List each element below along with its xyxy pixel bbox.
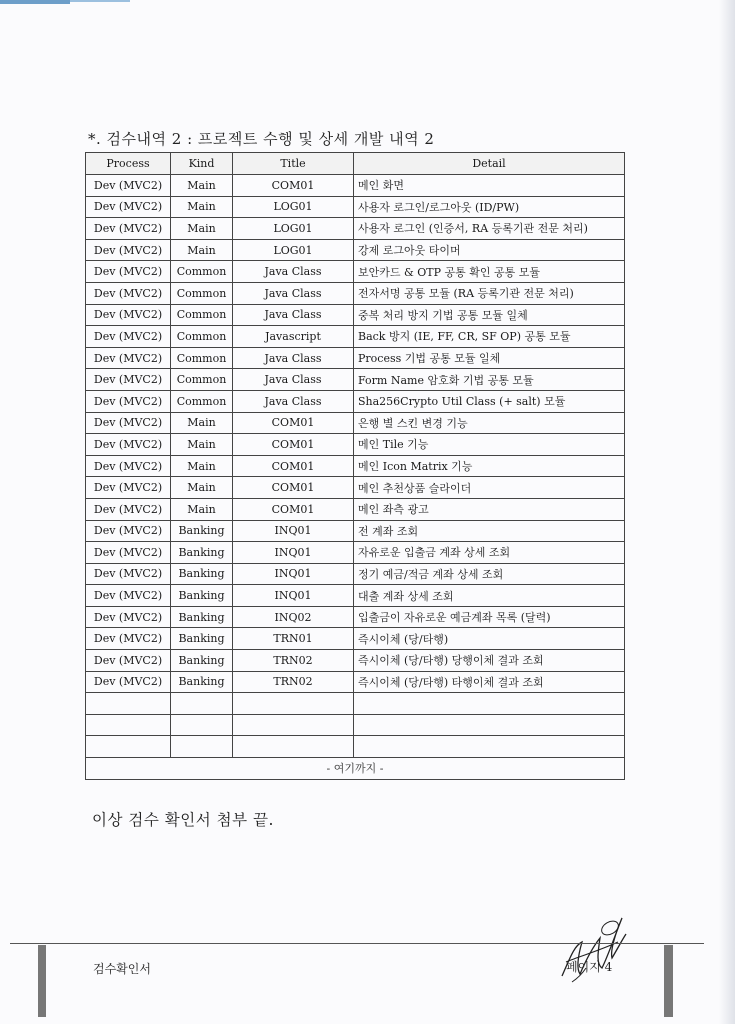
cell-detail: 메인 화면: [354, 175, 625, 197]
cell-process: Dev (MVC2): [86, 282, 171, 304]
cell-process: [86, 736, 171, 758]
cell-kind: Common: [171, 347, 233, 369]
cell-kind: Common: [171, 282, 233, 304]
cell-title: COM01: [233, 434, 354, 456]
cell-detail: 보안카드 & OTP 공통 확인 공통 모듈: [354, 261, 625, 283]
table-row: [86, 326, 625, 348]
page-edge-mark: [0, 0, 70, 4]
table-row: [86, 585, 625, 607]
cell-title: Java Class: [233, 390, 354, 412]
cell-title: Java Class: [233, 282, 354, 304]
footer-right-bar: [664, 945, 673, 1017]
cell-title: TRN01: [233, 628, 354, 650]
cell-title: INQ02: [233, 606, 354, 628]
table-row: [86, 671, 625, 693]
cell-title: COM01: [233, 175, 354, 197]
table-row: [86, 261, 625, 283]
cell-detail: 전자서명 공통 모듈 (RA 등록기관 전문 처리): [354, 282, 625, 304]
cell-process: Dev (MVC2): [86, 347, 171, 369]
cell-title: INQ01: [233, 520, 354, 542]
cell-process: Dev (MVC2): [86, 542, 171, 564]
cell-kind: Main: [171, 239, 233, 261]
cell-kind: Main: [171, 477, 233, 499]
cell-title: COM01: [233, 412, 354, 434]
table-end-marker: - 여기까지 -: [86, 758, 625, 780]
cell-detail: Process 기법 공통 모듈 일체: [354, 347, 625, 369]
table-row: [86, 693, 625, 715]
cell-detail: 입출금이 자유로운 예금계좌 목록 (달력): [354, 606, 625, 628]
cell-process: Dev (MVC2): [86, 606, 171, 628]
cell-kind: Common: [171, 304, 233, 326]
cell-detail: 즉시이체 (당/타행) 타행이체 결과 조회: [354, 671, 625, 693]
cell-title: INQ01: [233, 563, 354, 585]
table-row: [86, 628, 625, 650]
table-row: [86, 282, 625, 304]
cell-detail: Form Name 암호화 기법 공통 모듈: [354, 369, 625, 391]
table-row: [86, 304, 625, 326]
table-row: [86, 736, 625, 758]
cell-title: TRN02: [233, 650, 354, 672]
cell-kind: Common: [171, 369, 233, 391]
cell-title: COM01: [233, 498, 354, 520]
cell-detail: 메인 좌측 광고: [354, 498, 625, 520]
cell-kind: Banking: [171, 585, 233, 607]
footer-page-number: 페이지 4: [566, 960, 613, 974]
cell-title: LOG01: [233, 196, 354, 218]
cell-process: Dev (MVC2): [86, 585, 171, 607]
footer-document-name: 검수확인서: [93, 962, 151, 976]
cell-detail: 정기 예금/적금 계좌 상세 조회: [354, 563, 625, 585]
cell-process: Dev (MVC2): [86, 412, 171, 434]
cell-process: Dev (MVC2): [86, 520, 171, 542]
cell-process: Dev (MVC2): [86, 477, 171, 499]
table-row: [86, 347, 625, 369]
section-title: *. 검수내역 2 : 프로젝트 수행 및 상세 개발 내역 2: [88, 130, 435, 148]
cell-kind: Banking: [171, 520, 233, 542]
cell-title: [233, 693, 354, 715]
cell-kind: Main: [171, 175, 233, 197]
table-row: [86, 196, 625, 218]
table-row: [86, 412, 625, 434]
cell-process: Dev (MVC2): [86, 369, 171, 391]
cell-title: LOG01: [233, 218, 354, 240]
cell-kind: Main: [171, 412, 233, 434]
cell-detail: 중복 처리 방지 기법 공통 모듈 일체: [354, 304, 625, 326]
cell-detail: 사용자 로그인/로그아웃 (ID/PW): [354, 196, 625, 218]
cell-detail: 사용자 로그인 (인증서, RA 등록기관 전문 처리): [354, 218, 625, 240]
cell-process: Dev (MVC2): [86, 563, 171, 585]
cell-process: Dev (MVC2): [86, 650, 171, 672]
cell-kind: [171, 714, 233, 736]
cell-process: Dev (MVC2): [86, 628, 171, 650]
cell-kind: Main: [171, 196, 233, 218]
cell-process: Dev (MVC2): [86, 434, 171, 456]
cell-title: [233, 714, 354, 736]
cell-kind: Main: [171, 498, 233, 520]
cell-title: COM01: [233, 477, 354, 499]
cell-detail: Back 방지 (IE, FF, CR, SF OP) 공통 모듈: [354, 326, 625, 348]
cell-detail: [354, 693, 625, 715]
cell-detail: [354, 736, 625, 758]
cell-kind: Main: [171, 434, 233, 456]
cell-detail: 즉시이체 (당/타행) 당행이체 결과 조회: [354, 650, 625, 672]
cell-title: COM01: [233, 455, 354, 477]
cell-title: Java Class: [233, 369, 354, 391]
cell-process: Dev (MVC2): [86, 261, 171, 283]
cell-kind: [171, 736, 233, 758]
cell-detail: 메인 Icon Matrix 기능: [354, 455, 625, 477]
cell-kind: Banking: [171, 606, 233, 628]
cell-kind: Main: [171, 455, 233, 477]
cell-title: LOG01: [233, 239, 354, 261]
cell-process: [86, 714, 171, 736]
cell-title: [233, 736, 354, 758]
table-row: [86, 434, 625, 456]
footer-left-bar: [38, 945, 46, 1017]
cell-process: Dev (MVC2): [86, 218, 171, 240]
cell-process: Dev (MVC2): [86, 455, 171, 477]
cell-kind: Common: [171, 390, 233, 412]
cell-process: Dev (MVC2): [86, 326, 171, 348]
page-edge-mark-secondary: [70, 0, 130, 2]
table-row: [86, 369, 625, 391]
table-row: [86, 175, 625, 197]
table-row: [86, 606, 625, 628]
cell-process: Dev (MVC2): [86, 498, 171, 520]
cell-title: INQ01: [233, 585, 354, 607]
cell-detail: 전 계좌 조회: [354, 520, 625, 542]
header-kind: Kind: [171, 153, 233, 175]
table-row: [86, 239, 625, 261]
cell-kind: [171, 693, 233, 715]
table-row: [86, 714, 625, 736]
cell-title: TRN02: [233, 671, 354, 693]
cell-process: Dev (MVC2): [86, 175, 171, 197]
cell-kind: Banking: [171, 628, 233, 650]
table-row: [86, 563, 625, 585]
cell-title: Java Class: [233, 347, 354, 369]
cell-detail: 강제 로그아웃 타이머: [354, 239, 625, 261]
table-row: [86, 218, 625, 240]
cell-kind: Banking: [171, 650, 233, 672]
cell-detail: 자유로운 입출금 계좌 상세 조회: [354, 542, 625, 564]
page-shadow: [719, 0, 735, 1024]
table-row: [86, 650, 625, 672]
table-row: [86, 542, 625, 564]
cell-detail: 은행 별 스킨 변경 기능: [354, 412, 625, 434]
footer-divider: [10, 943, 704, 944]
cell-process: Dev (MVC2): [86, 671, 171, 693]
header-detail: Detail: [354, 153, 625, 175]
cell-title: Java Class: [233, 304, 354, 326]
cell-kind: Banking: [171, 563, 233, 585]
cell-kind: Main: [171, 218, 233, 240]
cell-process: Dev (MVC2): [86, 390, 171, 412]
cell-detail: [354, 714, 625, 736]
cell-process: Dev (MVC2): [86, 304, 171, 326]
table-row: [86, 498, 625, 520]
cell-process: Dev (MVC2): [86, 196, 171, 218]
header-process: Process: [86, 153, 171, 175]
cell-title: Javascript: [233, 326, 354, 348]
cell-detail: 메인 추천상품 슬라이더: [354, 477, 625, 499]
cell-process: [86, 693, 171, 715]
cell-title: Java Class: [233, 261, 354, 283]
cell-detail: 메인 Tile 기능: [354, 434, 625, 456]
cell-detail: 즉시이체 (당/타행): [354, 628, 625, 650]
cell-kind: Banking: [171, 671, 233, 693]
cell-detail: 대출 계좌 상세 조회: [354, 585, 625, 607]
cell-title: INQ01: [233, 542, 354, 564]
development-details-table: [85, 152, 625, 780]
table-row: [86, 477, 625, 499]
cell-detail: Sha256Crypto Util Class (+ salt) 모듈: [354, 390, 625, 412]
cell-process: Dev (MVC2): [86, 239, 171, 261]
cell-kind: Common: [171, 261, 233, 283]
header-title: Title: [233, 153, 354, 175]
table-row: [86, 390, 625, 412]
table-end-row: [86, 758, 625, 780]
table-body: [86, 175, 625, 758]
table-header-row: [86, 153, 625, 175]
closing-text: 이상 검수 확인서 첨부 끝.: [92, 811, 274, 829]
cell-kind: Common: [171, 326, 233, 348]
cell-kind: Banking: [171, 542, 233, 564]
table-row: [86, 520, 625, 542]
table-row: [86, 455, 625, 477]
